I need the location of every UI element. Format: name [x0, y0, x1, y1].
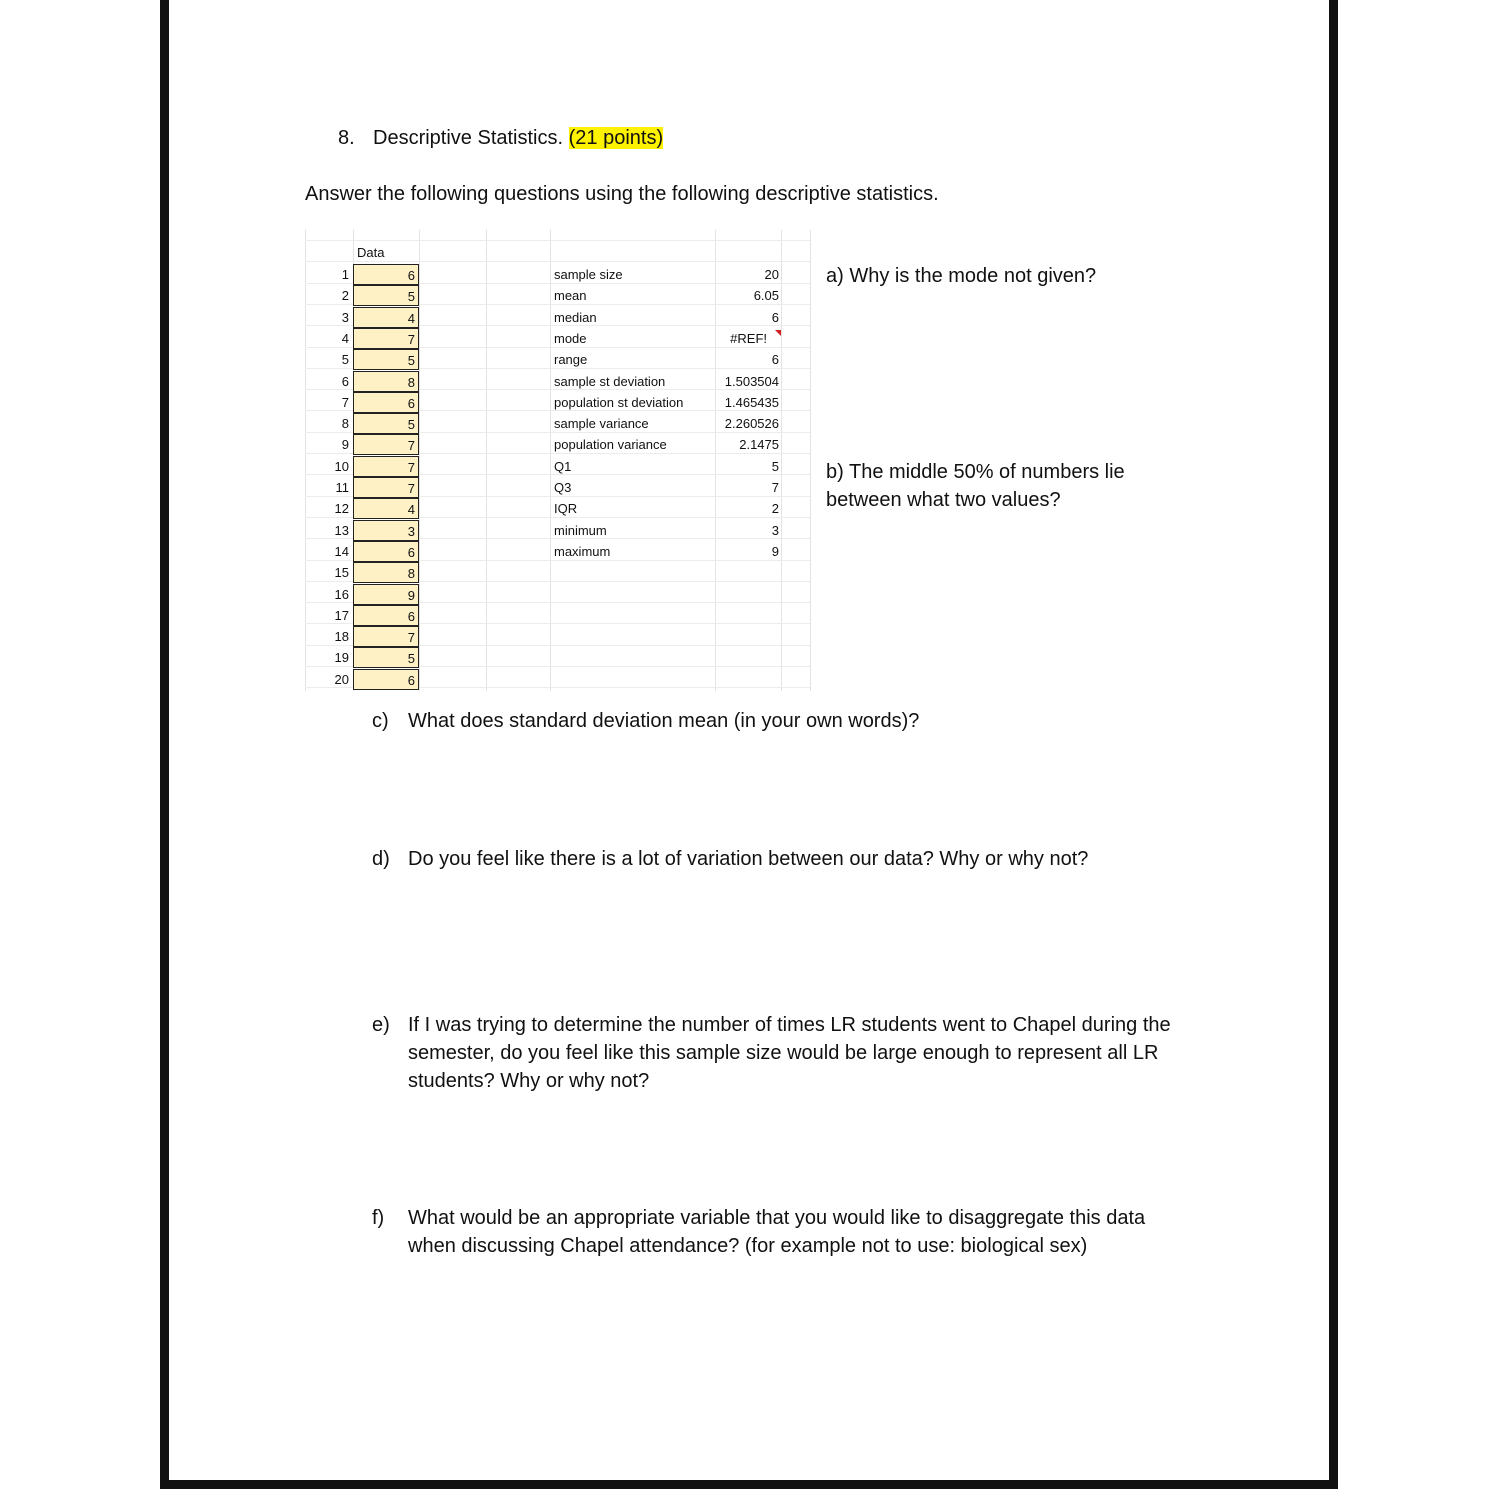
- stat-label: range: [554, 352, 588, 367]
- stat-value: #REF!: [730, 331, 767, 346]
- question-e-text: If I was trying to determine the number of times LR students went to Chapel during the semester, do you feel like this sample size would be large enough to represent all LR students? Why or why not?: [408, 1014, 1171, 1092]
- stat-value: 6: [771, 352, 779, 367]
- data-cell: 7: [353, 328, 419, 349]
- grid-row-line: [305, 240, 810, 241]
- data-cell: 6: [353, 541, 419, 562]
- stat-label: mode: [554, 331, 587, 346]
- stat-label: population variance: [554, 437, 667, 452]
- error-indicator-icon: [775, 330, 781, 336]
- stat-label: population st deviation: [554, 395, 684, 410]
- stat-value: 7: [771, 480, 779, 495]
- stat-label: median: [554, 310, 597, 325]
- data-cell: 6: [353, 605, 419, 626]
- row-number: 15: [334, 565, 349, 580]
- row-number: 19: [334, 650, 349, 665]
- stat-value: 6: [771, 310, 779, 325]
- data-cell: 6: [353, 669, 419, 690]
- row-number: 13: [334, 523, 349, 538]
- stat-label: mean: [554, 288, 587, 303]
- spreadsheet-image: [305, 230, 810, 691]
- data-cell: 5: [353, 413, 419, 434]
- question-c-text: What does standard deviation mean (in your own words)?: [408, 710, 920, 732]
- stat-value: 2.1475: [739, 437, 779, 452]
- instructions: Answer the following questions using the following descriptive statistics.: [305, 183, 939, 205]
- row-number: 16: [334, 587, 349, 602]
- question-d-text: Do you feel like there is a lot of variation between our data? Why or why not?: [408, 848, 1089, 870]
- stat-value: 1.503504: [724, 374, 779, 389]
- row-number: 4: [341, 331, 349, 346]
- row-number: 12: [334, 501, 349, 516]
- row-number: 5: [341, 352, 349, 367]
- data-cell: 5: [353, 285, 419, 306]
- question-e-label: e): [372, 1014, 390, 1036]
- data-cell: 3: [353, 520, 419, 541]
- data-cell: 6: [353, 392, 419, 413]
- data-column-header: Data: [357, 245, 385, 260]
- data-cell: 4: [353, 498, 419, 519]
- question-c-label: c): [372, 710, 389, 732]
- row-number: 9: [341, 437, 349, 452]
- grid-column-line: [419, 230, 420, 691]
- data-cell: 8: [353, 371, 419, 392]
- row-number: 10: [334, 459, 349, 474]
- page-border: [160, 0, 1338, 1489]
- grid-column-line: [486, 230, 487, 691]
- row-number: 3: [341, 310, 349, 325]
- stat-value: 2: [771, 501, 779, 516]
- row-number: 7: [341, 395, 349, 410]
- question-a: a) Why is the mode not given?: [826, 265, 1097, 287]
- question-heading: [338, 127, 663, 150]
- stat-label: Q1: [554, 459, 572, 474]
- grid-column-line: [810, 230, 811, 691]
- data-cell: 8: [353, 562, 419, 583]
- row-number: 2: [341, 288, 349, 303]
- stat-label: sample st deviation: [554, 374, 666, 389]
- question-d-label: d): [372, 848, 390, 870]
- row-number: 6: [341, 374, 349, 389]
- data-cell: 7: [353, 626, 419, 647]
- stat-value: 5: [771, 459, 779, 474]
- stat-value: 6.05: [753, 288, 779, 303]
- stat-value: 3: [771, 523, 779, 538]
- question-title: Descriptive Statistics.: [373, 127, 564, 149]
- stat-label: maximum: [554, 544, 611, 559]
- data-cell: 4: [353, 307, 419, 328]
- row-number: 1: [341, 267, 349, 282]
- row-number: 14: [334, 544, 349, 559]
- question-f-label: f): [372, 1207, 385, 1229]
- data-cell: 7: [353, 456, 419, 477]
- stat-label: Q3: [554, 480, 572, 495]
- grid-column-line: [550, 230, 551, 691]
- question-f-text: What would be an appropriate variable that you would like to disaggregate this data when discussing Chapel attendance? (for example not to use: biological sex): [408, 1207, 1146, 1257]
- question-number: 8.: [338, 127, 355, 149]
- grid-column-line: [781, 230, 782, 691]
- stat-value: 9: [771, 544, 779, 559]
- row-number: 17: [334, 608, 349, 623]
- row-number: 8: [341, 416, 349, 431]
- row-number: 18: [334, 629, 349, 644]
- stat-label: minimum: [554, 523, 607, 538]
- stat-label: sample variance: [554, 416, 649, 431]
- stat-value: 2.260526: [724, 416, 779, 431]
- grid-row-line: [305, 261, 810, 262]
- row-number: 11: [335, 480, 349, 495]
- data-cell: 7: [353, 477, 419, 498]
- stat-value: 1.465435: [724, 395, 779, 410]
- points-highlight: (21 points): [568, 127, 664, 149]
- data-cell: 5: [353, 349, 419, 370]
- row-number: 20: [334, 672, 349, 687]
- data-cell: 6: [353, 264, 419, 285]
- stat-label: sample size: [554, 267, 623, 282]
- data-cell: 7: [353, 434, 419, 455]
- data-cell: 5: [353, 647, 419, 668]
- stat-value: 20: [764, 267, 779, 282]
- stat-label: IQR: [554, 501, 578, 516]
- question-b: b) The middle 50% of numbers lie between what two values?: [826, 461, 1125, 511]
- data-cell: 9: [353, 584, 419, 605]
